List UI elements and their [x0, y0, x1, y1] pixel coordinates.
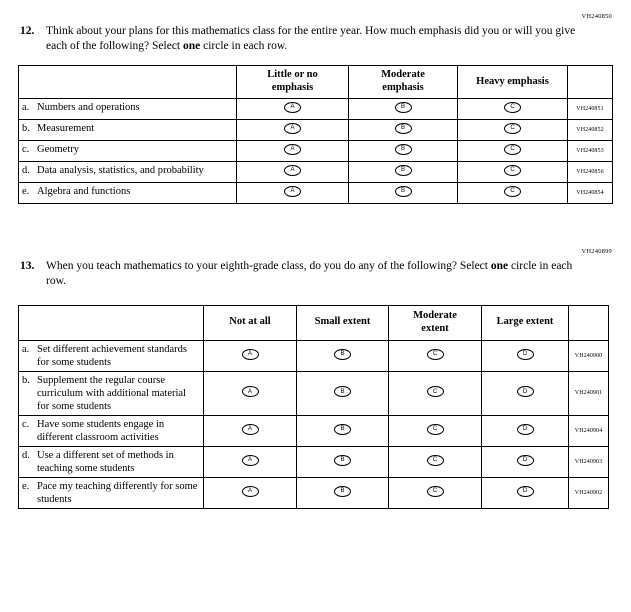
question-number: 13.: [20, 259, 35, 272]
table-row: [19, 446, 609, 477]
table-row: [19, 182, 613, 203]
answer-oval[interactable]: D: [517, 424, 534, 435]
answer-oval[interactable]: D: [517, 386, 534, 397]
vh-code: VH240854: [568, 182, 613, 203]
answer-cell: [349, 182, 458, 203]
answer-cell: [297, 477, 389, 508]
vh-code: VH240903: [569, 446, 609, 477]
vh-code: VH240853: [568, 140, 613, 161]
question-13-code-line: [0, 248, 631, 256]
answer-cell: [458, 182, 568, 203]
header-row: [19, 305, 609, 340]
answer-oval[interactable]: C: [427, 349, 444, 360]
question-text-pre: When you teach mathematics to your eighth-grade class, do you do any of the following? Select: [46, 259, 491, 272]
row-label: d. Data analysis, statistics, and probability: [19, 161, 237, 182]
answer-oval[interactable]: A: [242, 486, 259, 497]
vh-code: VH240850: [581, 13, 612, 20]
vh-code: VH240899: [581, 247, 612, 255]
row-label: c. Have some students engage in different classroom activities: [19, 415, 204, 446]
vh-code: VH240902: [569, 477, 609, 508]
vh-code: VH240900: [569, 340, 609, 371]
answer-oval[interactable]: D: [517, 349, 534, 360]
table-row: [19, 140, 613, 161]
answer-cell: [482, 340, 569, 371]
answer-cell: [389, 446, 482, 477]
answer-cell: [349, 119, 458, 140]
answer-cell: [204, 371, 297, 415]
vh-code: VH240904: [569, 415, 609, 446]
answer-cell: [237, 98, 349, 119]
blank-header-cell: [19, 65, 237, 98]
answer-cell: [389, 371, 482, 415]
question-text-post: circle in each row.: [46, 259, 573, 287]
answer-oval[interactable]: C: [427, 486, 444, 497]
answer-cell: [204, 446, 297, 477]
answer-cell: [482, 415, 569, 446]
extent-table: [18, 305, 609, 509]
row-label: e. Pace my teaching differently for some students: [19, 477, 204, 508]
answer-cell: [458, 140, 568, 161]
answer-oval[interactable]: C: [427, 455, 444, 466]
blank-code-header-cell: [568, 65, 613, 98]
row-label: b. Supplement the regular course curriculum with additional material for some students: [19, 371, 204, 415]
question-text: [46, 259, 586, 289]
vh-code: VH240901: [569, 371, 609, 415]
answer-oval[interactable]: C: [504, 123, 521, 134]
question-text-bold: one: [490, 259, 509, 272]
emphasis-table: [18, 65, 613, 204]
answer-cell: [458, 161, 568, 182]
answer-cell: [349, 140, 458, 161]
answer-cell: [237, 161, 349, 182]
column-header: Moderate extent: [389, 305, 482, 340]
answer-oval[interactable]: A: [284, 165, 301, 176]
table-row: [19, 98, 613, 119]
answer-cell: [349, 98, 458, 119]
row-label: d. Use a different set of methods in teaching some students: [19, 446, 204, 477]
answer-cell: [204, 340, 297, 371]
table-row: [19, 161, 613, 182]
answer-cell: [237, 119, 349, 140]
answer-oval[interactable]: B: [334, 486, 351, 497]
header-row: [19, 65, 613, 98]
answer-cell: [237, 182, 349, 203]
answer-cell: [482, 446, 569, 477]
vh-code: VH240856: [568, 161, 613, 182]
answer-cell: [297, 415, 389, 446]
answer-oval[interactable]: A: [284, 186, 301, 197]
answer-oval[interactable]: B: [334, 349, 351, 360]
answer-cell: [389, 477, 482, 508]
question-12-stem: [20, 24, 631, 54]
answer-cell: [482, 371, 569, 415]
answer-cell: [458, 98, 568, 119]
question-text-bold: one: [183, 39, 201, 52]
answer-oval[interactable]: A: [242, 386, 259, 397]
vh-code: VH240851: [568, 98, 613, 119]
question-12-code-line: [0, 13, 631, 21]
answer-cell: [458, 119, 568, 140]
answer-cell: [389, 340, 482, 371]
column-header: Little or no emphasis: [237, 65, 349, 98]
answer-oval[interactable]: B: [395, 102, 412, 113]
answer-cell: [297, 340, 389, 371]
vh-code: VH240852: [568, 119, 613, 140]
column-header: Small extent: [297, 305, 389, 340]
table-row: [19, 477, 609, 508]
answer-oval[interactable]: C: [427, 424, 444, 435]
answer-oval[interactable]: C: [504, 102, 521, 113]
row-label: e. Algebra and functions: [19, 182, 237, 203]
row-label: a. Set different achievement standards for some students: [19, 340, 204, 371]
column-header: Moderate emphasis: [349, 65, 458, 98]
answer-oval[interactable]: B: [334, 455, 351, 466]
answer-cell: [297, 446, 389, 477]
answer-oval[interactable]: B: [334, 424, 351, 435]
blank-header-cell: [19, 305, 204, 340]
question-12: [0, 0, 631, 204]
answer-cell: [349, 161, 458, 182]
question-13: [0, 204, 631, 509]
answer-oval[interactable]: A: [284, 102, 301, 113]
column-header: Not at all: [204, 305, 297, 340]
answer-oval[interactable]: B: [395, 144, 412, 155]
row-label: a. Numbers and operations: [19, 98, 237, 119]
table-row: [19, 371, 609, 415]
answer-oval[interactable]: D: [517, 455, 534, 466]
table-row: [19, 415, 609, 446]
question-13-stem: [20, 259, 631, 289]
answer-oval[interactable]: D: [517, 486, 534, 497]
answer-cell: [482, 477, 569, 508]
question-text: [46, 24, 586, 54]
answer-cell: [204, 477, 297, 508]
answer-oval[interactable]: B: [395, 186, 412, 197]
answer-oval[interactable]: C: [504, 165, 521, 176]
blank-code-header-cell: [569, 305, 609, 340]
table-row: [19, 340, 609, 371]
column-header: Heavy emphasis: [458, 65, 568, 98]
answer-oval[interactable]: B: [395, 165, 412, 176]
answer-oval[interactable]: A: [242, 349, 259, 360]
row-label: b. Measurement: [19, 119, 237, 140]
answer-oval[interactable]: C: [504, 186, 521, 197]
answer-cell: [237, 140, 349, 161]
question-text-pre: Think about your plans for this mathematics class for the entire year. How much emphasis did you or will you give each of the following? Select: [46, 25, 576, 52]
question-number: 12.: [20, 25, 35, 37]
answer-oval[interactable]: C: [504, 144, 521, 155]
column-header: Large extent: [482, 305, 569, 340]
answer-oval[interactable]: A: [242, 424, 259, 435]
answer-oval[interactable]: A: [242, 455, 259, 466]
answer-oval[interactable]: B: [334, 386, 351, 397]
answer-cell: [297, 371, 389, 415]
answer-oval[interactable]: C: [427, 386, 444, 397]
table-row: [19, 119, 613, 140]
answer-oval[interactable]: A: [284, 123, 301, 134]
answer-oval[interactable]: A: [284, 144, 301, 155]
answer-oval[interactable]: B: [395, 123, 412, 134]
answer-cell: [204, 415, 297, 446]
question-text-post: circle in each row.: [200, 39, 288, 52]
row-label: c. Geometry: [19, 140, 237, 161]
answer-cell: [389, 415, 482, 446]
